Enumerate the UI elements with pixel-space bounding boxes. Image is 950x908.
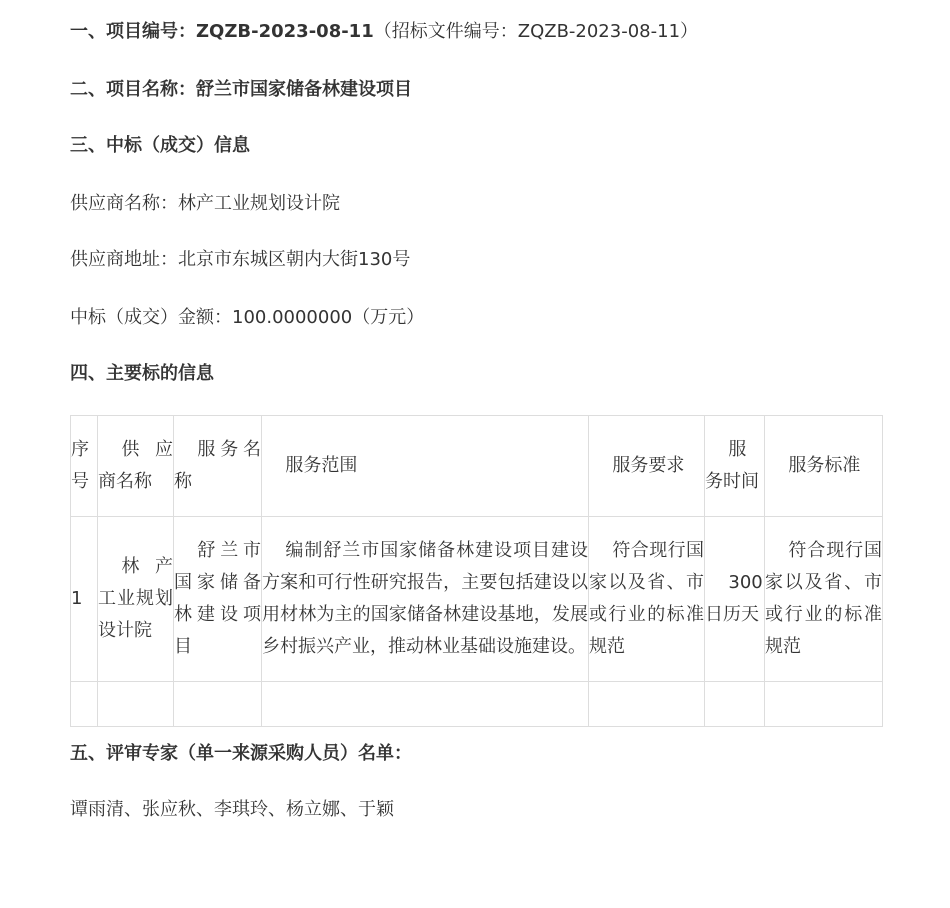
award-amount-label: 中标（成交）金额：	[70, 307, 232, 328]
main-subject-table	[70, 415, 883, 727]
project-number-value: ZQZB-2023-08-11	[196, 21, 374, 42]
empty-cell	[174, 682, 262, 727]
empty-cell	[262, 682, 589, 727]
supplier-address-line	[70, 246, 410, 274]
project-name-line	[70, 76, 412, 104]
award-amount-line	[70, 304, 424, 332]
empty-cell	[589, 682, 705, 727]
award-amount-value: 100.0000000（万元）	[232, 307, 425, 328]
header-service-requirement: 服务要求	[589, 416, 705, 517]
project-name-label: 二、项目名称：	[70, 79, 196, 100]
cell-index: 1	[71, 517, 98, 682]
experts-heading: 五、评审专家（单一来源采购人员）名单：	[70, 743, 412, 764]
header-index: 序号	[71, 416, 98, 517]
project-name-value: 舒兰市国家储备林建设项目	[196, 79, 412, 100]
header-service-name: 服务名称	[174, 416, 262, 517]
header-service-scope: 服务范围	[262, 416, 589, 517]
cell-service-name: 舒兰市国家储备林建设项目	[174, 517, 262, 682]
project-number-label: 一、项目编号：	[70, 21, 196, 42]
supplier-address-value: 北京市东城区朝内大街130号	[178, 249, 411, 270]
header-service-time: 服务时间	[705, 416, 765, 517]
header-service-standard: 服务标准	[765, 416, 883, 517]
cell-service-requirement: 符合现行国家以及省、市或行业的标准规范	[589, 517, 705, 682]
award-info-heading: 三、中标（成交）信息	[70, 135, 250, 156]
main-subject-heading: 四、主要标的信息	[70, 363, 214, 384]
experts-names: 谭雨清、张应秋、李琪玲、杨立娜、于颖	[70, 799, 394, 820]
supplier-name-label: 供应商名称：	[70, 193, 178, 214]
empty-cell	[71, 682, 98, 727]
cell-service-standard: 符合现行国家以及省、市或行业的标准规范	[765, 517, 883, 682]
project-number-line	[70, 18, 698, 46]
cell-service-time: 300日历天	[705, 517, 765, 682]
table-row-empty	[71, 682, 883, 727]
supplier-name-line	[70, 190, 340, 218]
empty-cell	[765, 682, 883, 727]
supplier-address-label: 供应商地址：	[70, 249, 178, 270]
cell-service-scope: 编制舒兰市国家储备林建设项目建设方案和可行性研究报告，主要包括建设以用材林为主的国家储备林建设基地，发展乡村振兴产业，推动林业基础设施建设。	[262, 517, 589, 682]
empty-cell	[705, 682, 765, 727]
tender-doc-number-note: （招标文件编号：ZQZB-2023-08-11）	[373, 21, 699, 42]
supplier-name-value: 林产工业规划设计院	[178, 193, 340, 214]
cell-supplier: 林产工业规划设计院	[98, 517, 174, 682]
header-supplier: 供应商名称	[98, 416, 174, 517]
table-header-row	[71, 416, 883, 517]
table-row	[71, 517, 883, 682]
empty-cell	[98, 682, 174, 727]
